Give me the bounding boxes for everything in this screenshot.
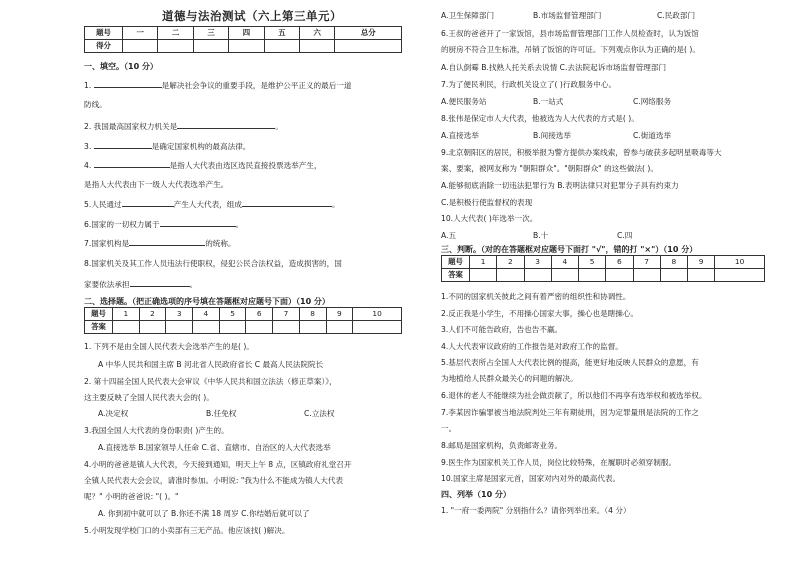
judge-statement: 4.人大代表审议政府的工作报告是对政府工作的监督。 — [441, 342, 623, 351]
answer-table-cell: 1 — [113, 308, 140, 321]
judge-input-cell[interactable] — [579, 269, 606, 282]
question-text: 产生人大代表，组成 — [173, 200, 242, 209]
answer-table-cell: 10 — [353, 308, 402, 321]
answer-table-cell: 6 — [246, 308, 273, 321]
question-text: 这主要反映了全国人民代表大会的( )。 — [84, 393, 214, 402]
judge-table-cell: 题号 — [442, 256, 470, 269]
choice-option: A.五 — [441, 231, 457, 240]
question-text: 2. 我国最高国家权力机关是 — [84, 122, 178, 131]
score-table-cell: 四 — [229, 27, 264, 40]
answer-input-cell[interactable] — [326, 321, 353, 334]
judge-table-cell: 3 — [524, 256, 551, 269]
judge-input-cell[interactable] — [497, 269, 524, 282]
answer-table — [84, 307, 402, 334]
answer-input-cell[interactable] — [219, 321, 246, 334]
question-text: 3. — [84, 142, 92, 151]
choice-option: C.立法权 — [304, 409, 335, 418]
answer-blank[interactable] — [129, 238, 205, 246]
question-text: 1. — [84, 81, 92, 90]
question-text: 的统称。 — [205, 239, 236, 248]
choice-option: B.间接选举 — [533, 131, 571, 140]
judge-table — [441, 255, 765, 282]
answer-table-cell: 4 — [193, 308, 220, 321]
question-text: 4.小明的爸爸是镇人大代表，今天接到通知，明天上午 8 点，区镇政府礼堂召开 — [84, 460, 352, 469]
choice-options: A. 你到初中就可以了 B.你还不满 18 周岁 C.你结婚后就可以了 — [98, 509, 310, 518]
question-text: 家要依法承担 — [84, 280, 130, 289]
answer-table-cell: 2 — [139, 308, 166, 321]
judge-statement: 5.基层代表所占全国人大代表比例的提高，能更好地反映人民群众的意愿，有 — [441, 358, 699, 367]
answer-input-cell[interactable] — [139, 321, 166, 334]
score-table-cell: 五 — [264, 27, 299, 40]
answer-table-cell: 7 — [273, 308, 300, 321]
question-text: 案、要案，被网友称为 "朝阳群众"。"朝阳群众" 的这些做法( )。 — [441, 164, 658, 173]
judge-input-cell[interactable] — [715, 269, 765, 282]
judge-input-cell[interactable] — [524, 269, 551, 282]
score-table-cell: 总分 — [335, 27, 402, 40]
judge-table-cell: 8 — [660, 256, 687, 269]
score-table-cell: 得分 — [85, 40, 123, 53]
score-input-cell[interactable] — [123, 40, 158, 53]
judge-input-cell[interactable] — [660, 269, 687, 282]
score-input-cell[interactable] — [335, 40, 402, 53]
judge-input-cell[interactable] — [688, 269, 715, 282]
fill-question — [84, 121, 283, 131]
score-table — [84, 26, 402, 53]
question-text: 。 — [331, 200, 340, 209]
question-text: 9.北京朝阳区的居民，积极举报为警方提供办案线索，曾参与破获多起明星吸毒等大 — [441, 148, 722, 157]
question-text: 1. 下列不是由全国人民代表大会选举产生的是( )。 — [84, 342, 254, 351]
question-text: 是指人大代表由下一级人大代表选举产生。 — [84, 180, 229, 189]
answer-table-cell: 答案 — [85, 321, 113, 334]
answer-blank[interactable] — [94, 80, 162, 88]
judge-table-cell: 6 — [606, 256, 633, 269]
judge-table-cell: 10 — [715, 256, 765, 269]
fill-question — [84, 141, 250, 151]
answer-input-cell[interactable] — [193, 321, 220, 334]
question-text: 防线。 — [84, 100, 107, 109]
choice-option: B.一站式 — [533, 97, 564, 106]
answer-input-cell[interactable] — [113, 321, 140, 334]
page-title: 道德与法治测试（六上第三单元） — [162, 9, 342, 23]
choice-option: A.卫生保障部门 — [441, 11, 495, 20]
section-heading: 一、填空。（10 分） — [84, 62, 158, 71]
question-text: 全镇人民代表大会会议，请准时参加。小明说: "我为什么不能成为镇人大代表 — [84, 476, 344, 485]
section-heading: 二、选择题。（把正确选项的序号填在答题框对应题号下面）（10 分） — [84, 297, 330, 306]
answer-table-cell: 8 — [299, 308, 326, 321]
question-text: 7.国家机构是 — [84, 239, 130, 248]
choice-option: B.十 — [533, 231, 549, 240]
score-input-cell[interactable] — [229, 40, 264, 53]
answer-table-cell: 9 — [326, 308, 353, 321]
judge-statement: 7.李某因诈骗罪被当地法院判处三年有期徒刑，因为定罪量刑是法院的工作之 — [441, 408, 699, 417]
answer-blank[interactable] — [94, 141, 152, 149]
question-text: 呢？" 小明的爸爸说: "( )。" — [84, 492, 179, 501]
answer-table-cell: 3 — [166, 308, 193, 321]
answer-blank[interactable] — [177, 121, 275, 129]
choice-option: C.民政部门 — [657, 11, 696, 20]
question-text: 5.小明发现学校门口的小卖部有三无产品。他应该找( )解决。 — [84, 526, 290, 535]
score-table-cell: 三 — [193, 27, 228, 40]
judge-input-cell[interactable] — [606, 269, 633, 282]
judge-table-cell: 9 — [688, 256, 715, 269]
choice-option: A.直接选举 — [441, 131, 479, 140]
score-input-cell[interactable] — [158, 40, 193, 53]
question-text: 是确定国家机构的最高法律。 — [151, 142, 251, 151]
judge-input-cell[interactable] — [633, 269, 660, 282]
judge-table-cell: 答案 — [442, 269, 470, 282]
section-heading: 四、列举（10 分） — [441, 490, 511, 499]
question-text: 2. 第十四届全国人民代表大会审议《中华人民共和国立法法（修正草案）》， — [84, 377, 337, 386]
score-table-cell: 题号 — [85, 27, 123, 40]
question-text: 是指人大代表由选区选民直接投票选举产生， — [169, 161, 322, 170]
judge-input-cell[interactable] — [470, 269, 497, 282]
score-input-cell[interactable] — [193, 40, 228, 53]
choice-option: C.是积极行使监督权的表现 — [441, 198, 533, 207]
question-text: 8.国家机关及其工作人员违法行使职权，侵犯公民合法权益，造成损害的，国 — [84, 259, 342, 268]
judge-statement: 6.退休的老人不能继续为社会做贡献了，所以他们不再享有选举权和被选举权。 — [441, 391, 707, 400]
choice-option: A.便民服务站 — [441, 97, 487, 106]
judge-statement: 10.国家主席是国家元首，国家对内对外的最高代表。 — [441, 474, 621, 483]
question-text: 6.国家的一切权力属于 — [84, 220, 160, 229]
answer-blank[interactable] — [94, 160, 170, 168]
answer-input-cell[interactable] — [273, 321, 300, 334]
judge-table-cell: 7 — [633, 256, 660, 269]
choice-option: C.街道选举 — [633, 131, 672, 140]
answer-input-cell[interactable] — [166, 321, 193, 334]
fill-question — [84, 238, 236, 248]
answer-blank[interactable] — [160, 219, 236, 227]
choice-options: A.自认倒霉 B.找熟人托关系去说情 C.去法院起诉市场监督管理部门 — [441, 63, 667, 72]
question-text: 7.为了便民利民，行政机关设立了( )行政服务中心。 — [441, 80, 617, 89]
answer-blank[interactable] — [242, 199, 332, 207]
judge-table-cell: 1 — [470, 256, 497, 269]
judge-statement: 9.医生作为国家机关工作人员，岗位比较特殊，在履职时必须穿制服。 — [441, 458, 677, 467]
answer-input-cell[interactable] — [246, 321, 273, 334]
question-text: 是解决社会争议的重要手段，是维护公平正义的最后一道 — [161, 81, 352, 90]
question-text: 。 — [189, 280, 198, 289]
choice-option: C.网络服务 — [633, 97, 672, 106]
judge-table-cell: 5 — [579, 256, 606, 269]
question-text: 3.我国全国人大代表的身份职责( )产生的。 — [84, 426, 229, 435]
judge-statement: 1.不同的国家机关彼此之间有着严密的组织性和协调性。 — [441, 292, 631, 301]
answer-table-cell: 题号 — [85, 308, 113, 321]
score-table-cell: 二 — [158, 27, 193, 40]
question-text: 的厨房不符合卫生标准，吊销了饭馆的许可证。下列观点你认为正确的是( )。 — [441, 45, 700, 54]
answer-blank[interactable] — [122, 199, 174, 207]
score-table-cell: 一 — [123, 27, 158, 40]
question-text: 6.王叔的爸爸开了一家饭馆，县市场监督管理部门工作人员检查时，认为饭馆 — [441, 29, 699, 38]
score-table-cell: 六 — [300, 27, 335, 40]
choice-options: A.能够彻底消除一切违法犯罪行为 B.表明法律只对犯罪分子具有约束力 — [441, 181, 679, 190]
judge-statement: 一。 — [441, 424, 457, 433]
question-text: 4. — [84, 161, 92, 170]
question-text: 10.人大代表( )年选举一次。 — [441, 214, 538, 223]
judge-statement: 3.人们不可能告政府，告也告不赢。 — [441, 325, 563, 334]
fill-question — [84, 219, 243, 229]
judge-statement: 8.邮局是国家机构，负责邮寄业务。 — [441, 441, 563, 450]
choice-option: B.任免权 — [206, 409, 237, 418]
score-input-cell[interactable] — [300, 40, 335, 53]
answer-blank[interactable] — [130, 279, 190, 287]
fill-question — [84, 279, 197, 289]
question-text: 1. "一府一委两院" 分别指什么？请你列举出来。（4 分） — [441, 506, 631, 515]
question-text: 。 — [275, 122, 283, 131]
choice-option: B.市场监督管理部门 — [533, 11, 602, 20]
judge-statement: 2.反正我是小学生，不用操心国家大事，操心也是瞎操心。 — [441, 309, 639, 318]
question-text: 8.张伟是保定市人大代表，他被选为人大代表的方式是( )。 — [441, 114, 639, 123]
answer-input-cell[interactable] — [353, 321, 402, 334]
question-text: 。 — [235, 220, 244, 229]
judge-statement: 为地植给人民群众最关心的问题的解决。 — [441, 374, 578, 383]
fill-question — [84, 160, 322, 170]
choice-option: C.四 — [617, 231, 633, 240]
answer-table-cell: 5 — [219, 308, 246, 321]
fill-question — [84, 80, 352, 90]
score-input-cell[interactable] — [264, 40, 299, 53]
judge-table-cell: 2 — [497, 256, 524, 269]
question-text: 5.人民通过 — [84, 200, 122, 209]
judge-input-cell[interactable] — [551, 269, 578, 282]
answer-input-cell[interactable] — [299, 321, 326, 334]
judge-table-cell: 4 — [551, 256, 578, 269]
fill-question — [84, 199, 340, 209]
section-heading: 三、判断。（对的在答题框对应题号下面打 "√"，错的打 "×"）（10 分） — [441, 245, 698, 254]
choice-options: A.直接选举 B.国家领导人任命 C.省、直辖市、自治区的人大代表选举 — [98, 443, 331, 452]
choice-option: A.决定权 — [98, 409, 129, 418]
choice-options: A 中华人民共和国主席 B 河北省人民政府省长 C 最高人民法院院长 — [98, 360, 324, 369]
